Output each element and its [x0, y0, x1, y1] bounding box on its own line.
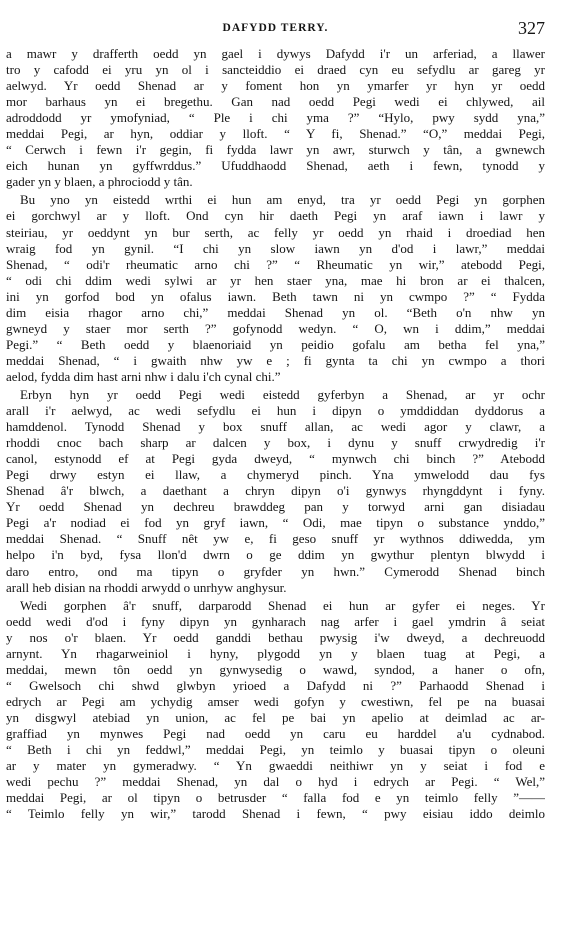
text-line: wedi pechu ?” meddai Shenad, yn dal o hyd i edrych ar Pegi. “ Wel,”	[6, 774, 545, 790]
text-line: Pegi.” “ Beth oedd y blaenoriaid yn peidio gofalu am betha fel yna,”	[6, 336, 545, 352]
text-line: Pegi a'r nodiad ei fod yn gryf iawn, “ Odi, mae tipyn o substance ynddo,”	[6, 515, 545, 531]
text-line: meddai Pegi, ar hyn, oddiar y lloft. “ Y fi, Shenad.” “O,” meddai Pegi,	[6, 126, 545, 142]
text-line: adroddodd yr ymofyniad, “ Ple i chi yma ?” “Hylo, pwy sydd yna,”	[6, 110, 545, 126]
text-line: meddai Shenad, “ i gwaith nhw yw e ; fi gynta ta chi yn cwmpo a thori	[6, 352, 545, 368]
text-line: ini yn gorfod bod yn ofalus iawn. Beth tawn ni yn cwmpo ?” “ Fydda	[6, 288, 545, 304]
text-line: rhoddi cnoc bach sharp ar dalcen y box, i dynu y snuff crwydredig i'r	[6, 435, 545, 451]
text-line: a mawr y drafferth oedd yn gael i dywys Dafydd i'r un arferiad, a llawer	[6, 46, 545, 61]
text-line: graffiad yn mynwes Pegi nad oedd yn caru eu harddel a'u cydnabod.	[6, 725, 545, 741]
text-line: meddai, mewn tôn oedd yn gynwysedig o wawd, syndod, a haner o ofn,	[6, 661, 545, 677]
text-line: dim eisia rhagor arno chi,” meddai Shenad yn ol. “Beth o'n nhw yn	[6, 304, 545, 320]
text-line: wraig fod yn gynil. “I chi yn slow iawn yn d'od i lawr,” meddai	[6, 240, 545, 256]
running-head	[6, 18, 545, 40]
text-line: y nos o'r blaen. Yr oedd ganddi bethau pwysig i'w dweyd, a dechreuodd	[6, 629, 545, 645]
text-line: Wedi gorphen â'r snuff, darparodd Shenad ei hun ar gyfer ei neges. Yr	[20, 597, 545, 613]
text-line: Bu yno yn eistedd wrthi ei hun am enyd, tra yr oedd Pegi yn gorphen	[20, 192, 545, 208]
text-line: “ Teimlo felly yn wir,” tarodd Shenad i fewn, “ pwy eisiau iddo deimlo	[6, 806, 545, 822]
text-line: daro entro, ond ma tipyn o gryfder yn hwn.” Cymerodd Shenad binch	[6, 563, 545, 579]
text-line: meddai Pegi, ar ol tipyn o betrusder “ falla fod e yn teimlo felly ”——	[6, 790, 545, 806]
text-line: gader yn y blaen, a phrociodd y tân.	[6, 174, 193, 190]
paragraph-4	[6, 598, 545, 823]
text-line: hamddenol. Tynodd Shenad y box snuff allan, ac wedi agor y clawr, a	[6, 419, 545, 435]
paragraph-3	[6, 387, 545, 596]
text-line: “ Gwelsoch chi shwd glwbyn yrioed a Dafydd ni ?” Parhaodd Shenad i	[6, 677, 545, 693]
text-line: canol, estynodd ef at Pegi gyda dweyd, “ mynwch chi binch ?” Atebodd	[6, 451, 545, 467]
text-line: Pegi drwy estyn ei llaw, a chymeryd pinch. Yna ymwelodd dau fys	[6, 467, 545, 483]
text-line: Shenad, “ odi'r rheumatic arno chi ?” “ Rheumatic yn wir,” atebodd Pegi,	[6, 256, 545, 272]
paragraph-2	[6, 192, 545, 385]
text-line: Yr oedd Shenad yn dechreu brawddeg pan y torwyd arni gan disiadau	[6, 499, 545, 515]
running-title: DAFYDD TERRY.	[222, 22, 329, 34]
text-line: ei gorchwyl ar y lloft. Ond cyn hir daeth Pegi yn araf iawn i lawr y	[6, 208, 545, 224]
text-line: arall heb disian na rhoddi arwydd o unrhyw anghysur.	[6, 579, 287, 595]
text-line: ar y mater yn gymeradwy. “ Yn gwaeddi neithiwr yn y seiat i fod e	[6, 758, 545, 774]
text-line: Shenad â'r blwch, a daethant a chryn dipyn o'i gynwys rhyngddynt i fyny.	[6, 483, 545, 499]
text-line: arall i'r aelwyd, ac wedi sefydlu ei hun i dipyn o ymddiddan dyddorus a	[6, 403, 545, 419]
text-line: edrych ar Pegi am ychydig amser wedi gofyn y cwestiwn, fel pe na buasai	[6, 693, 545, 709]
text-line: “ odi chi ddim wedi sylwi ar yr hen staer yna, mae hi bron ar ei thalcen,	[6, 272, 545, 288]
text-line: yn disgwyl atebiad yn union, ac fel pe bai yn apelio at deimlad ac ar-	[6, 709, 545, 725]
text-line: aelwyd. Yr oedd Shenad ar y foment hon yn ymarfer yr hyn yr oedd	[6, 78, 545, 94]
text-line: “ Beth i chi yn feddwl,” meddai Pegi, yn teimlo y buasai tipyn o oleuni	[6, 742, 545, 758]
text-line: gwneyd y staer mor serth ?” gofynodd wedyn. “ O, wn i ddim,” meddai	[6, 320, 545, 336]
text-line: steiriau, yr oeddynt yn bur serth, ac felly yr oedd yn rhaid i droediad hen	[6, 224, 545, 240]
text-line: meddai Shenad. “ Snuff nêt yw e, fi geso snuff yr wythnos ddiwedda, ym	[6, 531, 545, 547]
text-line: “ Cerwch i fewn i'r gegin, fi fydda lawr yn awr, sturwch y tân, a gwnewch	[6, 142, 545, 158]
text-line: eich hunan yn gyffwrddus.” Ufuddhaodd Shenad, aeth i fewn, tynodd y	[6, 158, 545, 174]
text-line: mor barhaus yn ei bregethu. Gan nad oedd Pegi wedi ei chlywed, ail	[6, 94, 545, 110]
text-line: tro y cafodd ei yru yn ol i sancteiddio ei draed cyn eu sefydlu ar gareg yr	[6, 62, 545, 78]
text-line: arnynt. Yn rhagarweiniol i hyny, plygodd yn y blaen tuag at Pegi, a	[6, 645, 545, 661]
page-number: 327	[518, 18, 545, 38]
paragraph-1	[6, 46, 545, 190]
text-line: aelod, fydda dim hast arni nhw i dalu i'ch cynal chi.”	[6, 368, 281, 384]
text-line: oedd wedi d'od i fyny dipyn yn gynharach nag arfer i gael ymdrin â seiat	[6, 613, 545, 629]
text-line: helpo i'n byd, fysa llon'd dwrn o ge ddim yn gwythur plentyn blwydd i	[6, 547, 545, 563]
text-line: Erbyn hyn yr oedd Pegi wedi eistedd gyferbyn a Shenad, ar yr ochr	[20, 386, 545, 402]
